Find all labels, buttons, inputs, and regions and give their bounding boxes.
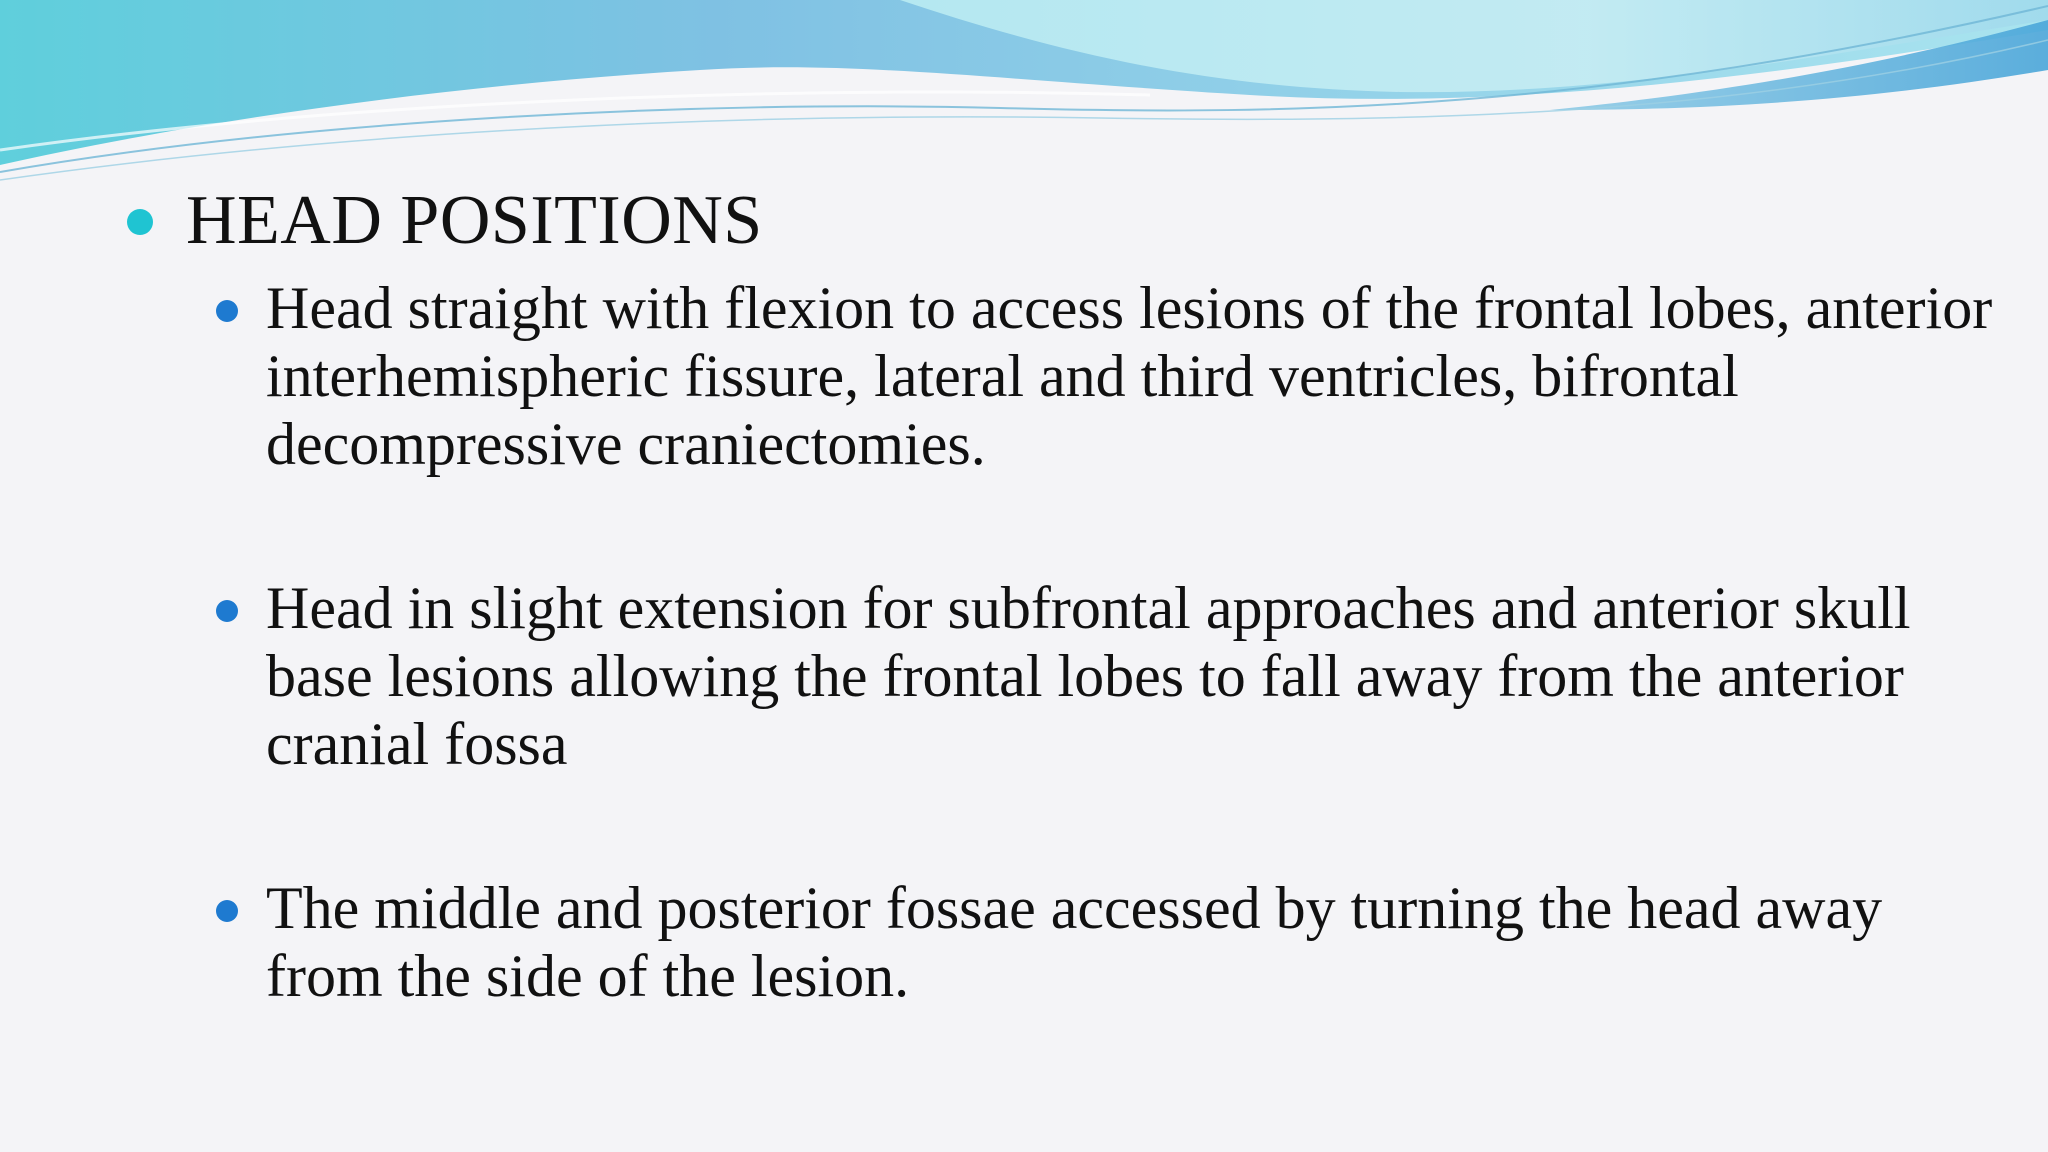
bullet-dot-icon xyxy=(216,900,238,922)
heading-bullet-icon xyxy=(127,209,153,235)
bullet-text: Head straight with flexion to access lesions of the frontal lobes, anterior interhemispheric fissure, lateral and third ventricles, bifrontal decompressive craniectomies. xyxy=(266,275,1993,477)
bullet-text: The middle and posterior fossae accessed by turning the head away from the side of the lesion. xyxy=(266,875,1883,1009)
bullet-dot-icon xyxy=(216,600,238,622)
bullet-dot-icon xyxy=(216,300,238,322)
bullet-text: Head in slight extension for subfrontal approaches and anterior skull base lesions allowing the frontal lobes to fall away from the anterior cranial fossa xyxy=(266,575,1911,777)
slide-heading: HEAD POSITIONS xyxy=(186,182,763,259)
